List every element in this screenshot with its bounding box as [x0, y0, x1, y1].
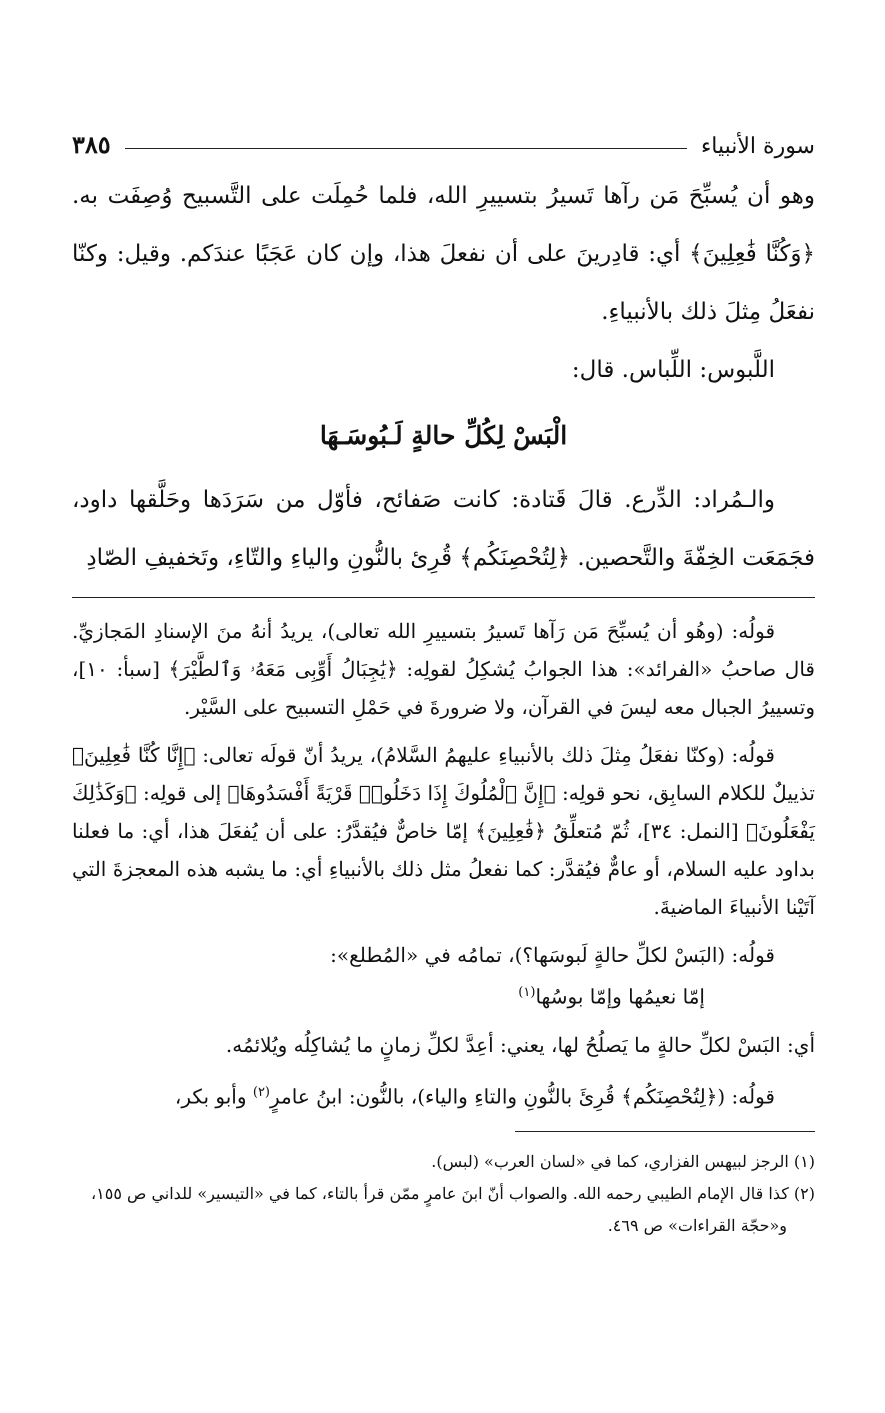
commentary-6-end: وأبو بكر، — [174, 1084, 253, 1109]
main-text — [72, 167, 815, 587]
footnote-1: (١) الرجز لبيهس الفزاري، كما في «لسان العرب» (لبس). — [431, 1152, 815, 1172]
commentary-paragraph-1: قولُه: (وهُو أن يُسبِّحَ مَن رَآها تَسيرُ بتسييرِ الله تعالى)، يريدُ أنهُ منَ الإسنادِ المَجازيِّ. قال صاحبُ «الفرائد»: هذا الجوابُ يُشكِلُ لقولِه: ﴿يَٰجِبَالُ أَوِّبِى مَعَهُۥ وَٱلطَّيْرَ﴾ [سبأ: ١٠]، وتسييرُ الجبال معه ليسَ في القرآن، ولا ضرورةَ في حَمْلِ التسبيح على السَّيْر. — [72, 619, 815, 719]
commentary-section — [72, 612, 815, 1115]
main-paragraph-1: وهو أن يُسبِّحَ مَن رآها تَسيرُ بتسييرِ الله، فلما حُمِلَت على التَّسبيح وُصِفَت به. ﴿وَكُنَّا فَٰعِلِينَ﴾ أي: قادِرينَ على أن نفعلَ هذا، وإن كان عَجَبًا عندَكم. وقيل: وكنّا نفعَلُ مِثلَ ذلك بالأنبياءِ. — [72, 183, 815, 325]
running-header — [72, 115, 815, 159]
footnote-ref-2[interactable]: (٢) — [252, 1084, 270, 1100]
footnote-ref-1[interactable]: (١) — [518, 985, 536, 1000]
commentary-paragraph-2: قولُه: (وكنّا نفعَلُ مِثلَ ذلك بالأنبياءِ عليهمُ السَّلامُ)، يريدُ أنّ قولَه تعالى: ﴿إِنَّا كُنَّا فَٰعِلِينَ﴾ تذييلٌ للكلام السابِق، نحو قولِه: ﴿إِنَّ ٱلْمُلُوكَ إِذَا دَخَلُوا۟ قَرْيَةً أَفْسَدُوهَا﴾ إلى قولِه: ﴿وَكَذَٰلِكَ يَفْعَلُونَ﴾ [النمل: ٣٤]، ثُمّ مُتعلِّقُ ﴿فَٰعِلِينَ﴾ إمّا خاصٌّ فيُقدَّرُ: على أن يُفعَلَ هذا، أي: ما فعلنا بداود عليه السلام، أو عامٌّ فيُقدَّر: كما نفعلُ مثل ذلك بالأنبياءِ أي: ما يشبه هذه المعجزةَ التي آتَيْنا الأنبياءَ الماضيةَ. — [72, 743, 815, 919]
commentary-verse-line — [72, 974, 815, 1016]
header-rule — [125, 148, 687, 149]
commentary-paragraph-3: قولُه: (البَسْ لكلِّ حالةٍ لَبوسَها؟)، تمامُه في «المُطلع»: — [330, 943, 775, 967]
footnotes — [72, 1146, 815, 1242]
page-number: ٣٨٥ — [72, 130, 111, 159]
footnote-2-continued: و«حجّة القراءات» ص ٤٦٩. — [607, 1216, 787, 1236]
book-page — [72, 115, 815, 1373]
commentary-paragraph-6 — [72, 1074, 815, 1116]
footnote-2: (٢) كذا قال الإمام الطيبي رحمه الله. والصواب أنّ ابنَ عامرٍ ممّن قرأ بالتاء، كما في «التيسير» للداني ص ١٥٥، — [90, 1184, 815, 1204]
footnote-rule — [515, 1131, 815, 1132]
commentary-paragraph-5: أي: البَسْ لكلِّ حالةٍ ما يَصلُحُ لها، يعني: أعِدَّ لكلِّ زمانٍ ما يُشاكِلُه ويُلائمُه. — [225, 1032, 815, 1057]
verse-hemistich: إمّا نعيمُها وإمّا بوسُها — [535, 984, 705, 1009]
main-paragraph-3: والـمُراد: الدِّرع. قالَ قَتادة: كانت صَفائح، فأوّل من سَرَدَها وحَلَّقها داود، فجَمَعَت الخِفّةَ والتَّحصين. ﴿لِتُحْصِنَكُم﴾ قُرِئ بالنُّونِ والياءِ والتّاءِ، وتَخفيفِ الصّادِ — [72, 487, 815, 571]
commentary-separator — [72, 597, 815, 598]
poetry-verse: الْبَسْ لِكُلِّ حالةٍ لَـبُوسَـهَا — [319, 421, 568, 450]
commentary-6-start: قولُه: (﴿لِتُحْصِنَكُم﴾ قُرِئَ بالنُّونِ والتاءِ والياء)، بالنُّون: ابنُ عامرٍ — [270, 1084, 775, 1109]
surah-title: سورة الأنبياء — [700, 134, 815, 159]
main-paragraph-2: اللَّبوس: اللِّباس. قال: — [571, 357, 775, 383]
